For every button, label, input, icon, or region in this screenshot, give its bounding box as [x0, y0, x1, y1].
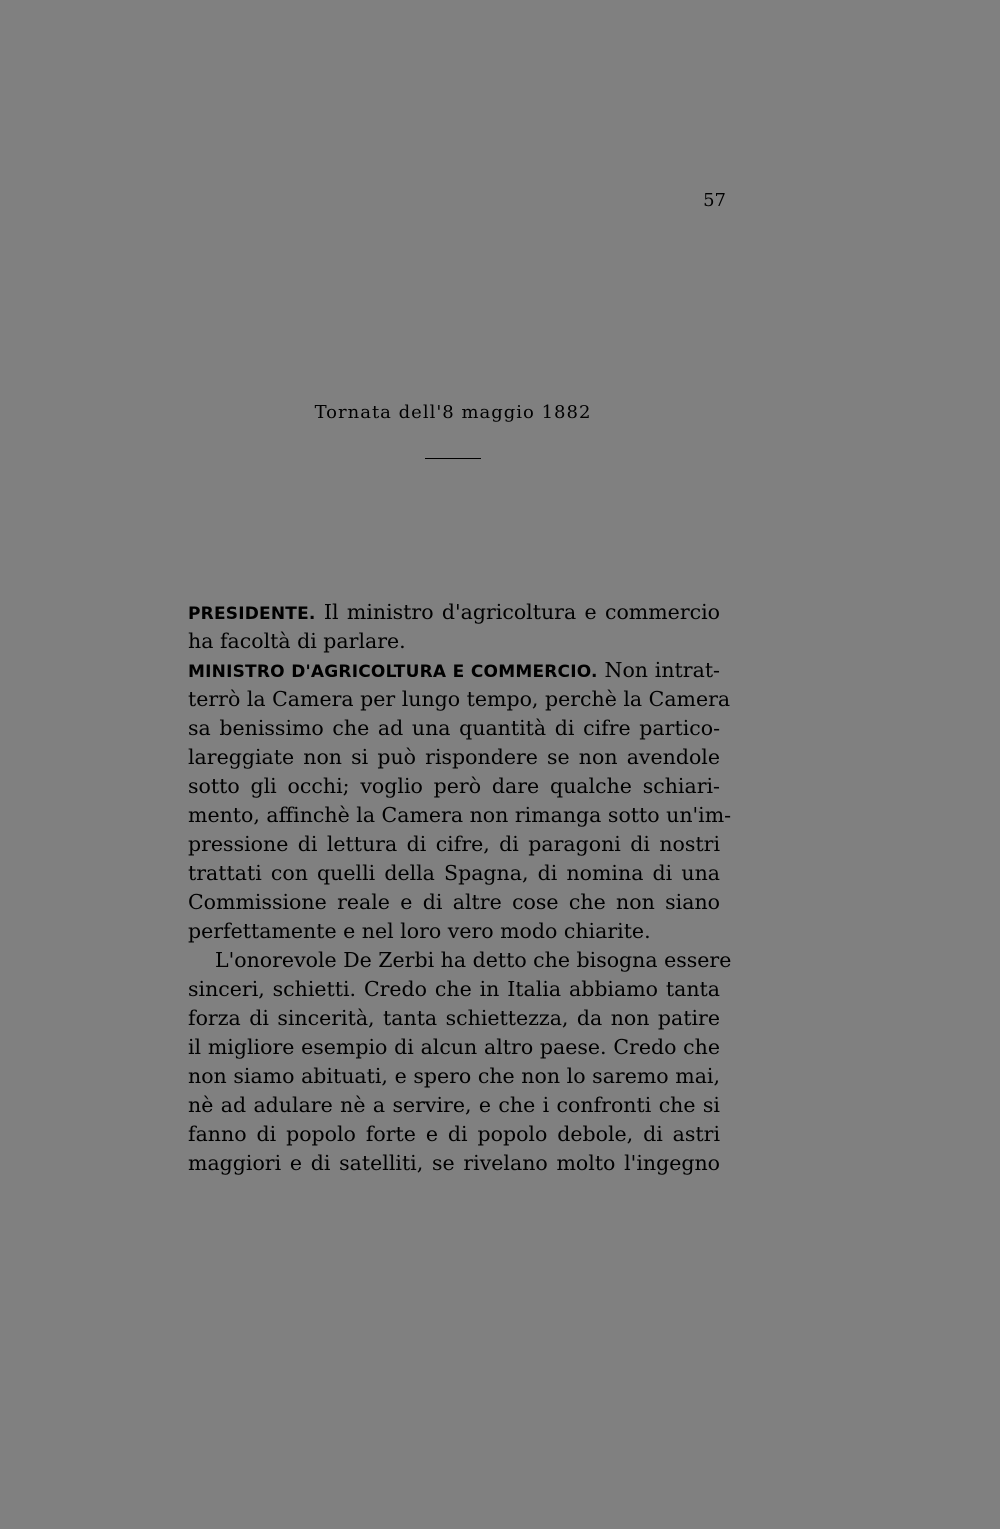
text-line: fanno di popolo forte e di popolo debole, di astri [188, 1122, 720, 1146]
title-divider [425, 458, 481, 459]
text-line: perfettamente e nel loro vero modo chiarite. [188, 919, 651, 943]
session-title: Tornata dell'8 maggio 1882 [314, 402, 592, 423]
text-line: sa benissimo che ad una quantità di cifre partico- [188, 716, 720, 740]
speaker-label: MINISTRO D'AGRICOLTURA E COMMERCIO. [188, 662, 598, 682]
page-number: 57 [703, 190, 726, 211]
text-line: il migliore esempio di alcun altro paese. Credo che [188, 1035, 720, 1059]
text-line: trattati con quelli della Spagna, di nomina di una [188, 861, 720, 885]
text-line: nè ad adulare nè a servire, e che i confronti che si [188, 1093, 720, 1117]
text-line: MINISTRO D'AGRICOLTURA E COMMERCIO. Non intrat- [188, 658, 720, 682]
text-line: ha facoltà di parlare. [188, 629, 406, 653]
text-line: pressione di lettura di cifre, di paragoni di nostri [188, 832, 720, 856]
text-line: maggiori e di satelliti, se rivelano molto l'ingegno [188, 1151, 720, 1175]
text-line: forza di sincerità, tanta schiettezza, da non patire [188, 1006, 720, 1030]
text-line: L'onorevole De Zerbi ha detto che bisogna essere [215, 948, 732, 972]
text-line: sinceri, schietti. Credo che in Italia abbiamo tanta [188, 977, 720, 1001]
speaker-label: PRESIDENTE. [188, 604, 316, 624]
body-text [188, 598, 732, 1178]
text-line: non siamo abituati, e spero che non lo saremo mai, [188, 1064, 720, 1088]
text-line: sotto gli occhi; voglio però dare qualche schiari- [188, 774, 720, 798]
text-line: terrò la Camera per lungo tempo, perchè la Camera [188, 687, 731, 711]
text-line: PRESIDENTE. Il ministro d'agricoltura e commercio [188, 600, 720, 624]
text-line: mento, affinchè la Camera non rimanga sotto un'im- [188, 803, 732, 827]
text-line: lareggiate non si può rispondere se non avendole [188, 745, 720, 769]
text-line: Commissione reale e di altre cose che non siano [188, 890, 720, 914]
